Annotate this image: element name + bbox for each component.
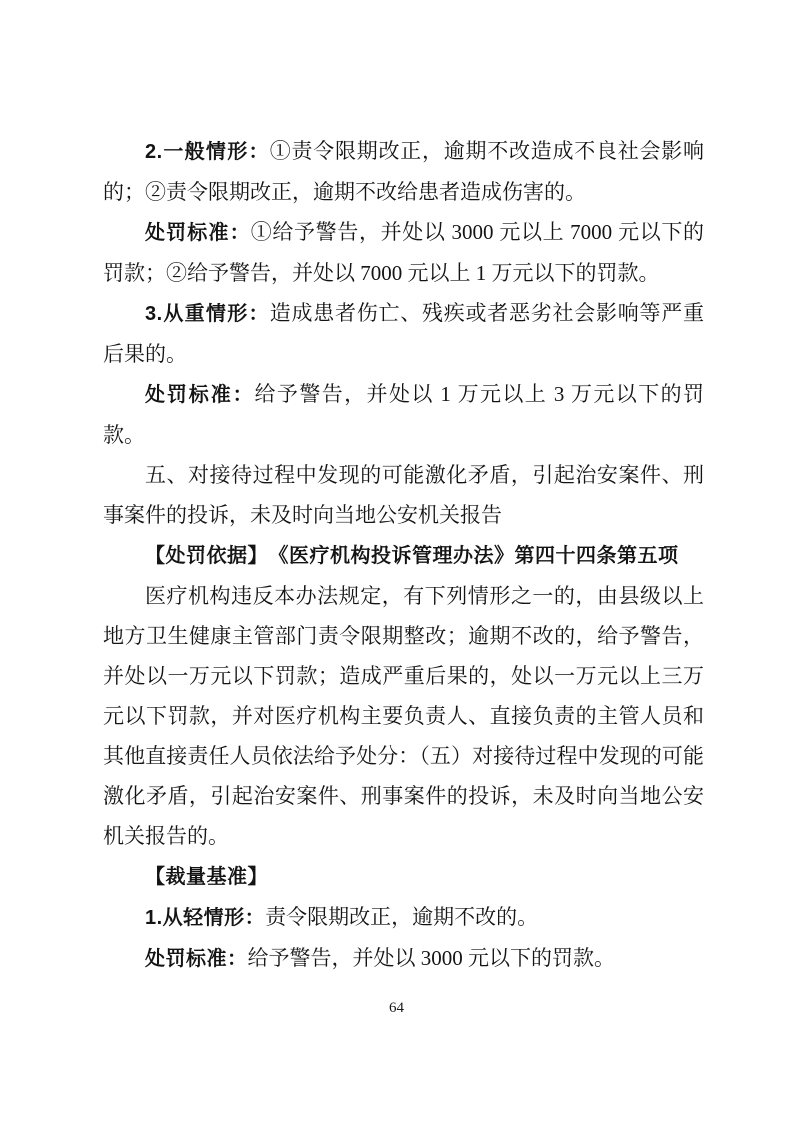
paragraph (103, 131, 704, 212)
paragraph (103, 938, 704, 979)
page-footer (0, 998, 793, 1018)
label-run: 【处罚依据】 《医疗机构投诉管理办法》第四十四条第五项 (145, 545, 679, 567)
text-run: 给予警告，并处以 3000 元以下的罚款。 (247, 946, 615, 970)
paragraph (103, 897, 704, 938)
text-run: 医疗机构违反本办法规定，有下列情形之一的，由县级以上地方卫生健康主管部门责令限期整改；逾期不改的，给予警告，并处以一万元以下罚款；造成严重后果的，处以一万元以上三万元以下罚款，并对医疗机构主要负责人、直接负责的主管人员和其他直接责任人员依法给予处分：（五）对接待过程中发现的可能激化矛盾，引起治安案件、刑事案件的投诉，未及时向当地公安机关报告的。 (103, 584, 704, 848)
paragraph (103, 856, 704, 897)
label-run: 处罚标准： (145, 384, 255, 406)
label-run: 3.从重情形： (145, 303, 270, 325)
document-body (103, 131, 704, 979)
label-run: 处罚标准： (145, 948, 248, 970)
paragraph (103, 293, 704, 374)
text-run: 给予警告，并处以 1 万元以上 3 万元以下的罚款。 (103, 382, 705, 447)
text-run: ①给予警告，并处以 3000 元以上 7000 元以下的罚款；②给予警告，并处以 7000 元以上 1 万元以下的罚款。 (103, 220, 705, 285)
paragraph (103, 535, 704, 576)
paragraph (103, 374, 704, 455)
paragraph (103, 455, 704, 535)
paragraph (103, 576, 704, 856)
label-run: 1.从轻情形： (145, 907, 266, 929)
text-run: 五、对接待过程中发现的可能激化矛盾，引起治安案件、刑事案件的投诉，未及时向当地公安机关报告 (103, 463, 704, 527)
page-number: 64 (389, 1000, 404, 1016)
label-run: 2.一般情形： (145, 141, 270, 163)
text-run: ①责令限期改正，逾期不改造成不良社会影响的；②责令限期改正，逾期不改给患者造成伤害的。 (103, 139, 704, 204)
label-run: 【裁量基准】 (145, 866, 268, 888)
paragraph (103, 212, 704, 293)
label-run: 处罚标准： (145, 222, 251, 244)
text-run: 责令限期改正，逾期不改的。 (265, 905, 539, 929)
text-run: 造成患者伤亡、残疾或者恶劣社会影响等严重后果的。 (103, 301, 704, 366)
